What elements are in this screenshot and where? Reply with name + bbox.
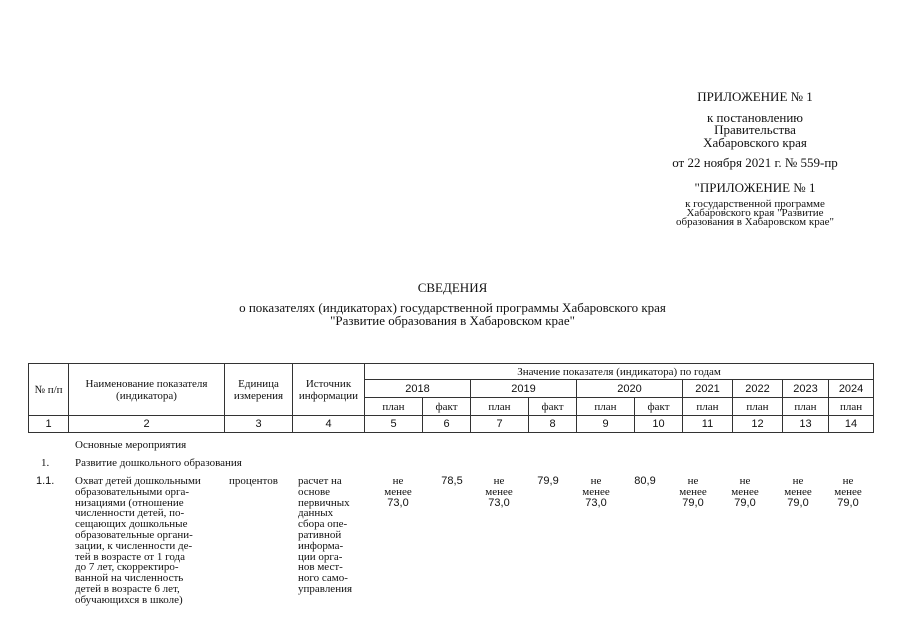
value-plan-2018: не менее 73,0 — [384, 475, 412, 509]
col-number: 5 — [365, 416, 423, 433]
col-unit-header: Единица измерения — [225, 364, 293, 416]
col-num-header: № п/п — [29, 364, 69, 416]
year-2018: 2018 — [365, 380, 471, 398]
col-values-header: Значение показателя (индикатора) по годам — [365, 364, 874, 380]
col-number: 3 — [225, 416, 293, 433]
col-number: 9 — [577, 416, 635, 433]
col-number: 14 — [829, 416, 874, 433]
program-line-1: к государственной программе — [685, 198, 825, 210]
to-resolution: к постановлению — [706, 110, 804, 125]
item-1-1-unit: процентов — [229, 475, 278, 487]
year-2021: 2021 — [683, 380, 733, 398]
item-1-number: 1. — [41, 457, 50, 469]
value-plan-2024: не менее 79,0 — [834, 475, 862, 509]
value-plan-2019: не менее 73,0 — [485, 475, 513, 509]
value-plan-2023: не менее 79,0 — [784, 475, 812, 509]
fact-2019: факт — [529, 398, 577, 416]
fact-2018: факт — [423, 398, 471, 416]
fact-2020: факт — [635, 398, 683, 416]
plan-2020: план — [577, 398, 635, 416]
value-fact-2020: 80,9 — [634, 475, 656, 487]
year-2024: 2024 — [829, 380, 874, 398]
col-number: 11 — [683, 416, 733, 433]
indicators-table — [28, 363, 874, 433]
value-plan-2020: не менее 73,0 — [582, 475, 610, 509]
col-number: 6 — [423, 416, 471, 433]
col-number: 8 — [529, 416, 577, 433]
item-1-1-number: 1.1. — [36, 475, 55, 487]
title-line-1: о показателях (индикаторах) государственной программы Хабаровского края — [239, 300, 666, 315]
year-2020: 2020 — [577, 380, 683, 398]
region: Хабаровского края — [703, 135, 807, 150]
value-fact-2018: 78,5 — [441, 475, 463, 487]
col-number: 10 — [635, 416, 683, 433]
section-title: Основные мероприятия — [75, 439, 187, 451]
date-number: от 22 ноября 2021 г. № 559-пр — [672, 155, 838, 170]
plan-2019: план — [471, 398, 529, 416]
item-1-1-source: расчет на основе первичных данных сбора опе- ративной информа- ции орга- нов мест- ного само- управления — [298, 475, 353, 595]
year-2022: 2022 — [733, 380, 783, 398]
col-number: 13 — [783, 416, 829, 433]
year-2023: 2023 — [783, 380, 829, 398]
program-appendix-title: "ПРИЛОЖЕНИЕ № 1 — [694, 180, 816, 195]
item-1-title: Развитие дошкольного образования — [75, 457, 242, 469]
item-1-1-name: Охват детей дошкольными образовательными орга- низациями (отношение численности детей, по- сещающих дошкольные образовательные органи- зации, к численности де- тей в возрасте от 1 года до 7 лет, скорректиро- ванной на численность детей в возрасте 6 лет, обучающихся в школе) — [75, 475, 201, 606]
document-title: СВЕДЕНИЯ — [417, 280, 488, 295]
plan-2018: план — [365, 398, 423, 416]
government: Правительства — [714, 122, 796, 137]
program-line-2: Хабаровского края "Развитие — [686, 207, 824, 219]
plan-2024: план — [829, 398, 874, 416]
col-number: 1 — [29, 416, 69, 433]
value-plan-2021: не менее 79,0 — [679, 475, 707, 509]
col-number: 4 — [293, 416, 365, 433]
col-number: 2 — [69, 416, 225, 433]
col-number: 7 — [471, 416, 529, 433]
value-plan-2022: не менее 79,0 — [731, 475, 759, 509]
plan-2022: план — [733, 398, 783, 416]
col-number: 12 — [733, 416, 783, 433]
program-line-3: образования в Хабаровском крае" — [676, 216, 834, 228]
appendix-title: ПРИЛОЖЕНИЕ № 1 — [697, 89, 813, 104]
col-source-header: Источник информации — [293, 364, 365, 416]
year-2019: 2019 — [471, 380, 577, 398]
title-line-2: "Развитие образования в Хабаровском крае" — [330, 313, 575, 328]
col-name-header: Наименование показателя (индикатора) — [69, 364, 225, 416]
plan-2021: план — [683, 398, 733, 416]
plan-2023: план — [783, 398, 829, 416]
value-fact-2019: 79,9 — [537, 475, 559, 487]
